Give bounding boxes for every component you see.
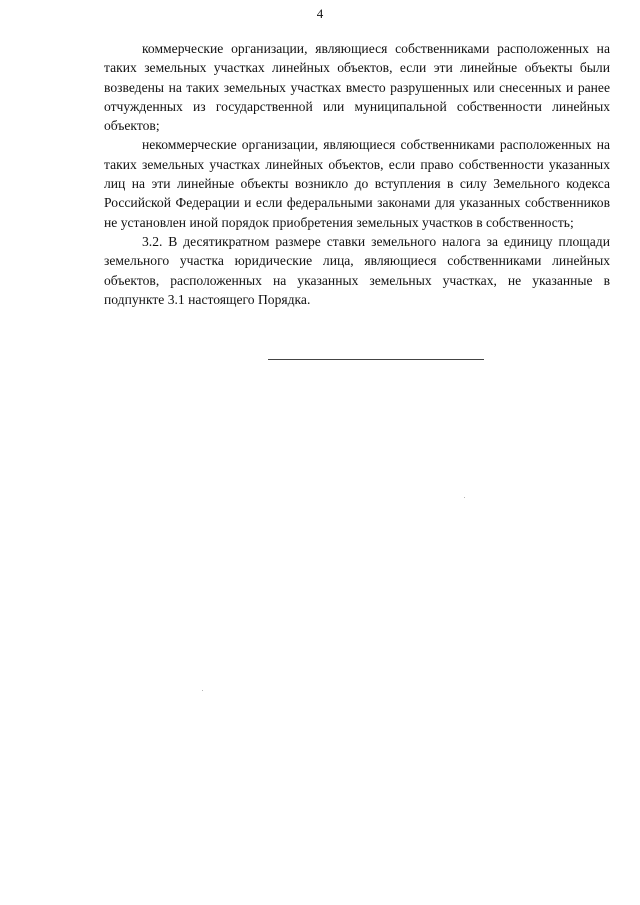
scan-speck bbox=[464, 497, 465, 498]
paragraph-commercial-organizations: коммерческие организации, являющиеся собственниками расположенных на таких земельных участках линейных объектов, если эти линейные объекты были возведены на таких земельных участках вместо разрушенных или снесенных и ранее отчужденных из государственной или муниципальной собственности линейных объектов; bbox=[104, 41, 610, 134]
document-end-line bbox=[268, 359, 484, 360]
paragraph-clause-3-2: 3.2. В десятикратном размере ставки земельного налога за единицу площади земельного участка юридические лица, являющиеся собственниками линейных объектов, расположенных на указанных земельных участках, не указанные в подпункте 3.1 настоящего Порядка. bbox=[104, 233, 610, 307]
document-body bbox=[104, 39, 610, 309]
page-number: 4 bbox=[316, 6, 324, 21]
scan-speck bbox=[202, 690, 203, 691]
paragraph-noncommercial-organizations: некоммерческие организации, являющиеся собственниками расположенных на таких земельных участках линейных объектов, если право собственности указанных лиц на эти линейные объекты возникло до вступления в силу Земельного кодекса Российской Федерации и если федеральными законами для указанных собственников не установлен иной порядок приобретения земельных участков в собственность; bbox=[104, 137, 610, 230]
